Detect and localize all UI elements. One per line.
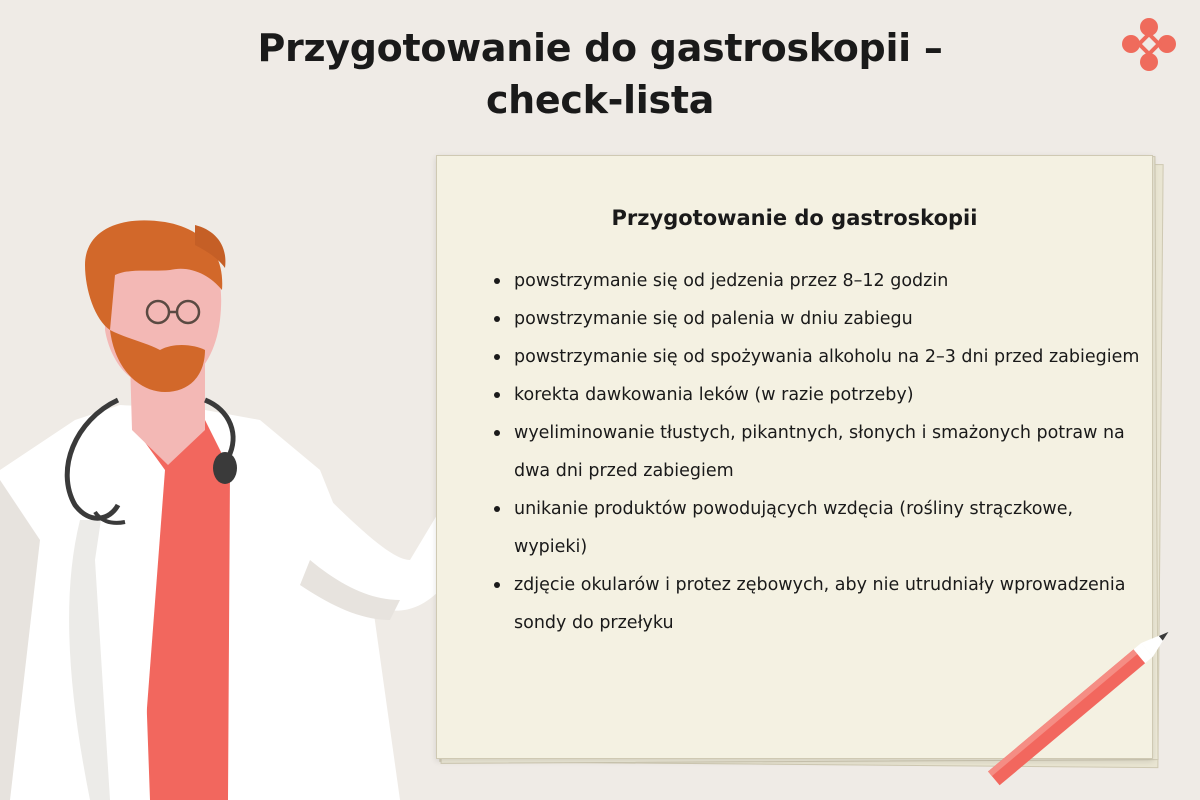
- list-item: zdjęcie okularów i protez zębowych, aby nie utrudniały wprowadzenia sondy do przełyku: [494, 566, 1144, 642]
- checklist: [494, 262, 1144, 642]
- page-title-line1: Przygotowanie do gastroskopii –: [257, 26, 943, 70]
- card-title: Przygotowanie do gastroskopii: [611, 206, 978, 230]
- list-item: powstrzymanie się od spożywania alkoholu na 2–3 dni przed zabiegiem: [494, 338, 1144, 376]
- page-title-line2: check-lista: [485, 78, 715, 122]
- list-item: powstrzymanie się od jedzenia przez 8–12 godzin: [494, 262, 1144, 300]
- list-item: wyeliminowanie tłustych, pikantnych, słonych i smażonych potraw na dwa dni przed zabiegiem: [494, 414, 1144, 490]
- list-item: unikanie produktów powodujących wzdęcia (rośliny strączkowe, wypieki): [494, 490, 1144, 566]
- list-item: korekta dawkowania leków (w razie potrzeby): [494, 376, 1144, 414]
- list-item: powstrzymanie się od palenia w dniu zabiegu: [494, 300, 1144, 338]
- pencil-icon: [960, 620, 1200, 800]
